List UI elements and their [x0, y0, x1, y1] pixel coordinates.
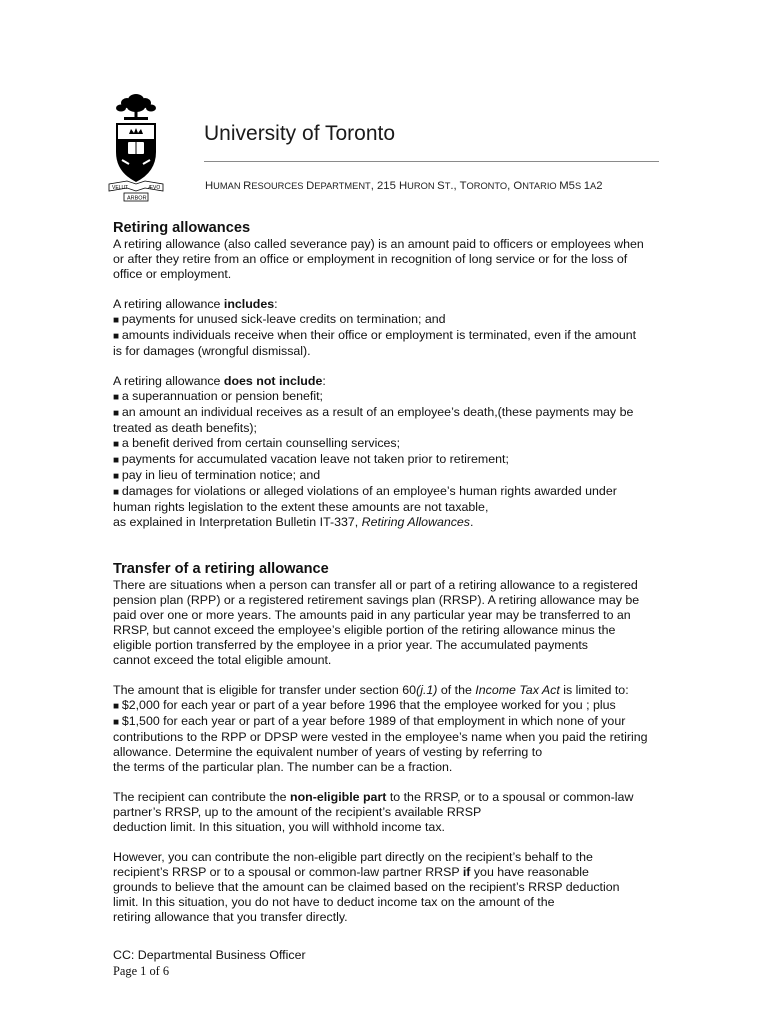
text-run: amounts individuals receive when their office or employment is terminated, even if the amount	[121, 328, 637, 342]
text-run: (j.1)	[416, 683, 438, 697]
paragraph	[113, 683, 673, 775]
address-part: .,	[450, 180, 460, 192]
text-line	[113, 745, 673, 760]
text-run: :	[274, 297, 278, 311]
text-run: However, you can contribute the non-eligible part directly on the recipient’s behalf to the	[113, 850, 593, 864]
text-run: is for damages (wrongful dismissal).	[113, 344, 311, 358]
bullet-item	[113, 698, 673, 714]
text-line	[113, 252, 673, 267]
address-part: 2	[596, 180, 603, 192]
university-crest-icon	[107, 90, 165, 202]
text-run: is limited to:	[559, 683, 629, 697]
bullet-item	[113, 405, 673, 421]
address-part: M5	[559, 180, 575, 192]
address-part: EPARTMENT	[314, 181, 371, 191]
text-line	[113, 297, 673, 312]
text-run: A retiring allowance (also called severance pay) is an amount paid to officers or employees when	[113, 237, 644, 251]
address-part: S	[437, 180, 445, 192]
address-part: UMAN	[213, 181, 244, 191]
footer	[113, 947, 306, 979]
text-run: contributions to the RPP or DPSP were vested in the employee’s name when you paid the retiring	[113, 730, 648, 744]
address-part: ,	[507, 180, 514, 192]
address-part: S	[574, 181, 584, 191]
text-line	[113, 895, 673, 910]
text-run: retiring allowance that you transfer directly.	[113, 910, 348, 924]
text-run: partner’s RRSP, up to the amount of the recipient’s available RRSP	[113, 805, 482, 819]
text-run: :	[322, 374, 326, 388]
text-run: pay in lieu of termination notice; and	[121, 468, 321, 482]
text-run: There are situations when a person can transfer all or part of a retiring allowance to a registered	[113, 578, 638, 592]
text-run: the terms of the particular plan. The number can be a fraction.	[113, 760, 453, 774]
cc-line: CC: Departmental Business Officer	[113, 948, 306, 962]
text-run: to the RRSP, or to a spousal or common-law	[386, 790, 634, 804]
text-line	[113, 515, 673, 530]
text-run: A retiring allowance	[113, 297, 224, 311]
text-run: a benefit derived from certain counselling services;	[121, 436, 401, 450]
text-run: pension plan (RPP) or a registered retirement savings plan (RRSP). A retiring allowance may be	[113, 593, 640, 607]
paragraph	[113, 297, 673, 359]
document-body	[113, 219, 673, 925]
bullet-item	[113, 484, 673, 500]
text-run: non-eligible part	[290, 790, 387, 804]
text-run: treated as death benefits);	[113, 421, 257, 435]
address-part: R	[243, 180, 252, 192]
text-run: grounds to believe that the amount can be claimed based on the recipient’s RRSP deduction	[113, 880, 620, 894]
text-line	[113, 880, 673, 895]
text-run: Retiring Allowances	[361, 515, 471, 529]
text-run: eligible portion transferred by the employee in a prior year. The accumulated payments	[113, 638, 589, 652]
address-part: NTARIO	[522, 181, 560, 191]
text-run: .	[470, 515, 474, 529]
header-divider	[204, 161, 659, 162]
text-line	[113, 267, 673, 282]
text-line	[113, 593, 673, 608]
text-run: paid over one or more years. The amounts paid in any particular year may be transferred to an	[113, 608, 631, 622]
address-part: ESOURCES	[251, 181, 307, 191]
address-part: URON	[407, 181, 438, 191]
text-line	[113, 374, 673, 389]
text-line	[113, 653, 673, 668]
text-line	[113, 805, 673, 820]
text-line	[113, 820, 673, 835]
text-run: of the	[437, 683, 476, 697]
text-run: damages for violations or alleged violations of an employee’s human rights awarded under	[121, 484, 617, 498]
address-part: ORONTO	[466, 181, 508, 191]
text-line	[113, 578, 673, 593]
bullet-item	[113, 714, 673, 730]
paragraph	[113, 374, 673, 530]
crest-motto-left: VELUT	[112, 185, 129, 191]
department-address	[205, 180, 603, 192]
text-line	[113, 500, 673, 515]
text-line	[113, 730, 673, 745]
paragraph	[113, 237, 673, 282]
text-run: $1,500 for each year or part of a year before 1989 of that employment in which none of your	[121, 714, 626, 728]
text-line	[113, 865, 673, 880]
text-run: or after they retire from an office or employment in recognition of long service or for the loss of	[113, 252, 628, 266]
text-run: a superannuation or pension benefit;	[121, 389, 323, 403]
bullet-item	[113, 312, 673, 328]
text-run: cannot exceed the total eligible amount.	[113, 653, 332, 667]
address-part: H	[399, 180, 408, 192]
text-run: deduction limit. In this situation, you will withhold income tax.	[113, 820, 445, 834]
text-run: recipient’s RRSP or to a spousal or common-law partner RRSP	[113, 865, 463, 879]
section-heading: Transfer of a retiring allowance	[113, 561, 329, 577]
text-run: Income Tax Act	[475, 683, 560, 697]
text-line	[113, 237, 673, 252]
text-run: payments for accumulated vacation leave not taken prior to retirement;	[121, 452, 509, 466]
text-line	[113, 790, 673, 805]
address-part: H	[205, 180, 214, 192]
address-part: 1	[583, 180, 591, 192]
text-run: as explained in Interpretation Bulletin IT-337,	[113, 515, 362, 529]
text-line	[113, 608, 673, 623]
text-run: does not include	[223, 374, 323, 388]
text-run: A retiring allowance	[113, 374, 224, 388]
address-part: D	[306, 180, 315, 192]
text-line	[113, 421, 673, 436]
paragraph	[113, 790, 673, 835]
page-number: Page 1 of 6	[113, 964, 170, 978]
text-run: office or employment.	[113, 267, 232, 281]
bullet-item	[113, 389, 673, 405]
text-line	[113, 910, 673, 925]
text-line	[113, 623, 673, 638]
address-part: O	[513, 180, 523, 192]
text-run: an amount an individual receives as a result of an employee’s death,(these payments may be	[121, 405, 634, 419]
text-line	[113, 850, 673, 865]
address-part: T	[459, 180, 467, 192]
page-title: University of Toronto	[204, 122, 396, 145]
bullet-item	[113, 468, 673, 484]
crest-motto-bottom: ARBOR	[127, 195, 147, 202]
address-part: A	[590, 181, 597, 191]
text-run: payments for unused sick-leave credits on termination; and	[121, 312, 446, 326]
bullet-item	[113, 328, 673, 344]
text-run: limit. In this situation, you do not have to deduct income tax on the amount of the	[113, 895, 555, 909]
text-line	[113, 683, 673, 698]
text-run: The amount that is eligible for transfer under section 60	[113, 683, 417, 697]
address-part: T	[444, 181, 451, 191]
text-run: you have reasonable	[470, 865, 589, 879]
bullet-item	[113, 452, 673, 468]
text-run: allowance. Determine the equivalent number of years of vesting by referring to	[113, 745, 543, 759]
text-run: RRSP, but cannot exceed the employee’s eligible portion of the retiring allowance minus the	[113, 623, 616, 637]
text-run: human rights legislation to the extent these amounts are not taxable,	[113, 500, 489, 514]
text-run: The recipient can contribute the	[113, 790, 291, 804]
text-run: if	[462, 865, 471, 879]
paragraph	[113, 578, 673, 668]
text-run: $2,000 for each year or part of a year before 1996 that the employee worked for you ; plus	[121, 698, 616, 712]
paragraph	[113, 850, 673, 925]
text-line	[113, 638, 673, 653]
crest-motto-right: ÆVO	[148, 185, 161, 191]
bullet-item	[113, 436, 673, 452]
address-part: , 215	[370, 180, 399, 192]
section-heading: Retiring allowances	[113, 220, 251, 236]
text-line	[113, 760, 673, 775]
text-run: includes	[223, 297, 275, 311]
text-line	[113, 344, 673, 359]
